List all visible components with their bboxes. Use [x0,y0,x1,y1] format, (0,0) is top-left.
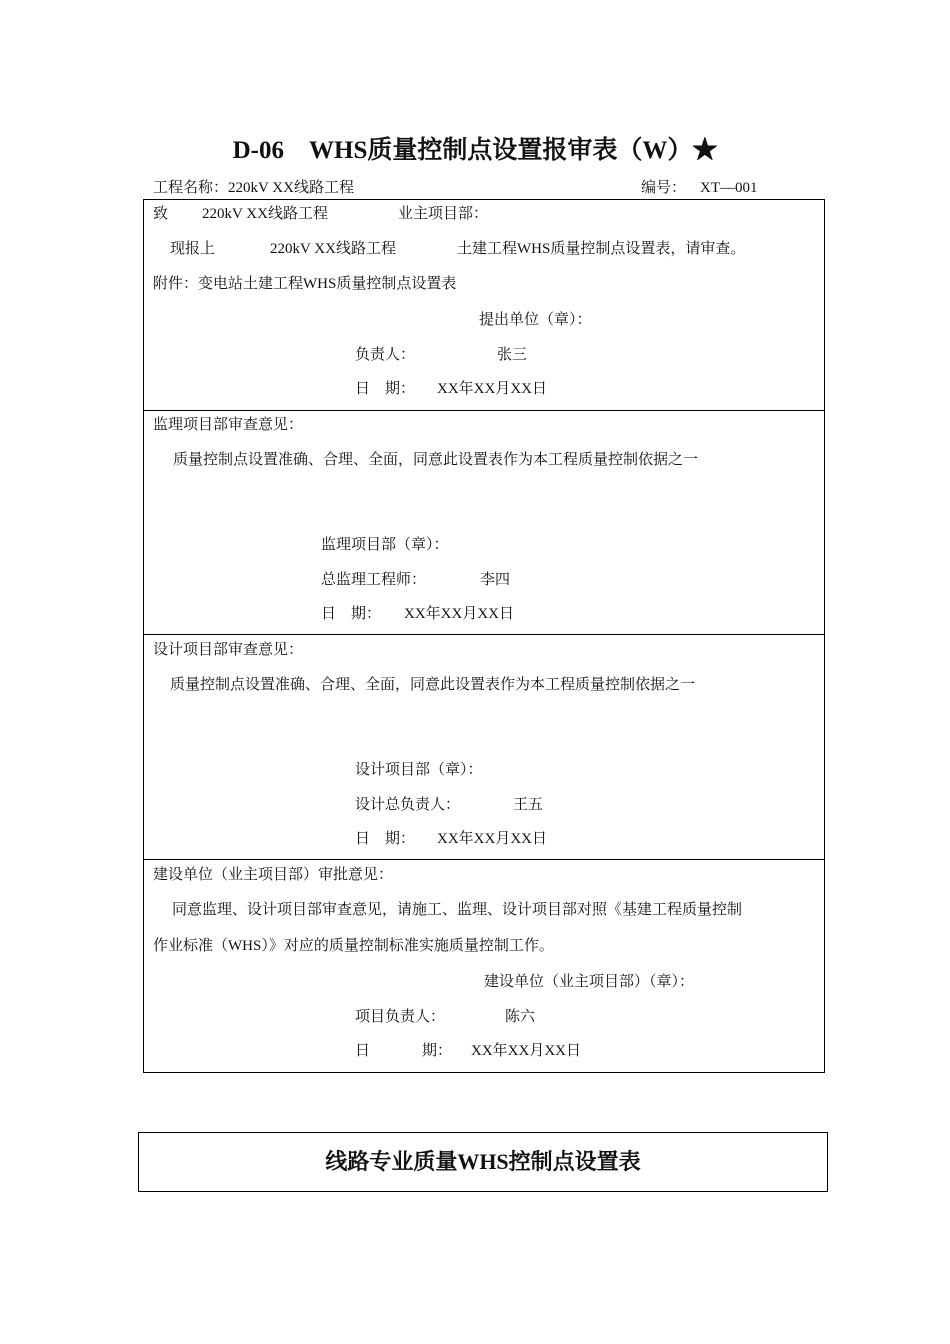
divider-1 [143,410,825,411]
page-title: D-06 WHS质量控制点设置报审表（W）★ [232,137,718,164]
date-value: XX年XX月XX日 [437,381,547,397]
supervision-date-value: XX年XX月XX日 [404,606,514,622]
design-person-value: 王五 [513,797,544,813]
report-project: 220kV XX线路工程 [270,241,396,257]
responsible-value: 张三 [497,347,528,363]
supervision-person-label: 总监理工程师： [321,572,427,588]
design-seal: 设计项目部（章）： [355,762,483,778]
owner-date-label-2: 期： [422,1043,453,1059]
responsible-label: 负责人： [355,347,416,363]
divider-3 [143,859,825,860]
owner-seal: 建设单位（业主项目部）（章）： [484,974,695,990]
table-title: 线路专业质量WHS控制点设置表 [325,1149,641,1174]
supervision-heading: 监理项目部审查意见： [153,417,304,433]
to-prefix: 致 [153,206,169,222]
date-label: 日 期： [355,381,416,397]
supervision-date-label: 日 期： [321,606,382,622]
design-opinion: 质量控制点设置准确、合理、全面，同意此设置表作为本工程质量控制依据之一 [170,677,696,693]
owner-person-label: 项目负责人： [355,1009,446,1025]
owner-opinion-line1: 同意监理、设计项目部审查意见，请施工、监理、设计项目部对照《基建工程质量控制 [172,902,743,918]
supervision-person-value: 李四 [480,572,511,588]
design-person-label: 设计总负责人： [355,797,461,813]
owner-date-label: 日 [355,1043,371,1059]
to-owner: 业主项目部： [398,206,489,222]
supervision-opinion: 质量控制点设置准确、合理、全面，同意此设置表作为本工程质量控制依据之一 [173,452,699,468]
supervision-seal: 监理项目部（章）： [321,537,449,553]
divider-2 [143,634,825,635]
project-name-label: 工程名称：220kV XX线路工程 [153,180,354,196]
number-label: 编号： [641,180,687,196]
design-date-label: 日 期： [355,831,416,847]
to-project: 220kV XX线路工程 [202,206,328,222]
submitter-seal: 提出单位（章）： [479,312,592,328]
owner-person-value: 陈六 [505,1009,536,1025]
report-text: 土建工程WHS质量控制点设置表，请审查。 [457,241,746,257]
owner-opinion-line2: 作业标准（WHS）》对应的质量控制标准实施质量控制工作。 [153,938,554,954]
number-value: XT—001 [700,180,758,196]
owner-heading: 建设单位（业主项目部）审批意见： [153,867,394,883]
owner-date-value: XX年XX月XX日 [471,1043,581,1059]
report-prefix: 现报上 [170,241,216,257]
design-date-value: XX年XX月XX日 [437,831,547,847]
attachment-text: 附件：变电站土建工程WHS质量控制点设置表 [153,276,457,292]
design-heading: 设计项目部审查意见： [153,642,304,658]
